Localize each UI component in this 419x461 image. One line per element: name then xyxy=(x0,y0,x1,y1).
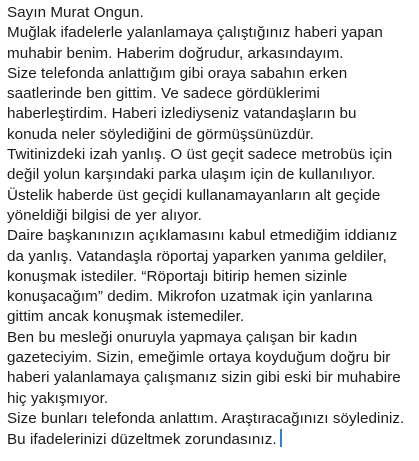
note-line: konuşacağım” dedim. Mikrofon uzatmak için yanlarına xyxy=(7,288,373,306)
text-cursor xyxy=(280,429,282,447)
note-line: Twitinizdeki izah yanlış. O üst geçit sadece metrobüs için xyxy=(7,146,393,164)
note-line: hiç yakışmıyor. xyxy=(7,389,109,407)
note-line: saatlerinde ben gittim. Ve sadece gördüklerimi xyxy=(7,85,320,103)
note-line: Üstelik haberde üst geçidi kullanamayanların alt geçide xyxy=(7,186,381,204)
note-line: Ben bu mesleği onuruyla yapmaya çalışan bir kadın xyxy=(7,328,358,346)
note-text-area[interactable] xyxy=(7,3,417,450)
note-line: gazeteciyim. Sizin, emeğimle ortaya koyduğum doğru bir xyxy=(7,349,391,367)
note-line: Sayın Murat Ongun. xyxy=(7,4,144,21)
note-line: Daire başkanınızın açıklamasını kabul etmediğim iddianız xyxy=(7,227,398,245)
note-line: yöneldiği bilgisi de yer alıyor. xyxy=(7,206,202,224)
note-line-last xyxy=(7,429,417,449)
note-line: gittim ancak konuşmak istemediler. xyxy=(7,308,245,326)
note-line: konuşmak istediler. “Röportajı bitirip hemen sizinle xyxy=(7,267,348,285)
note-line: Size telefonda anlattığım gibi oraya sabahın erken xyxy=(7,64,348,82)
note-line: da yanlış. Vatandaşla röportaj yaparken yanıma geldiler, xyxy=(7,247,387,265)
note-line: Muğlak ifadelerle yalanlamaya çalıştığınız haberi yapan xyxy=(7,24,383,42)
note-line-text: Bu ifadelerinizi düzeltmek zorundasınız. xyxy=(7,431,277,449)
note-line: Size bunları telefonda anlattım. Araştıracağınızı söylediniz. xyxy=(7,409,405,427)
note-line: değil yolun karşındaki parka ulaşım için de kullanılıyor. xyxy=(7,166,376,184)
note-line: haberi yalanlamaya çalışmanız sizin gibi eski bir muhabire xyxy=(7,369,401,387)
note-line: haberleştirdim. Haberi izlediyseniz vatandaşların bu xyxy=(7,105,357,123)
note-line: konuda neler söylediğini de görmüşsünüzdür. xyxy=(7,125,314,143)
note-line: muhabir benim. Haberim doğrudur, arkasındayım. xyxy=(7,44,344,62)
